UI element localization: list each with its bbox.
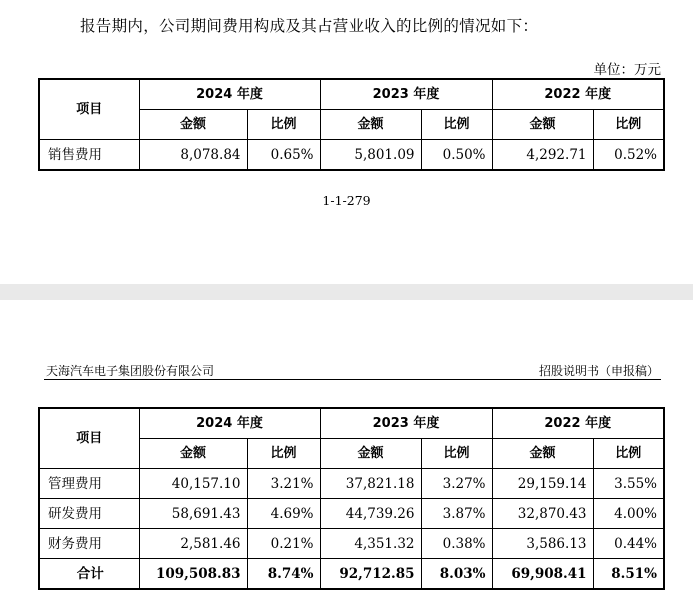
total-ratio-cell: 8.51% <box>593 559 664 590</box>
unit-label: 单位：万元 <box>593 62 661 78</box>
row-label: 研发费用 <box>39 499 139 529</box>
intro-paragraph: 报告期内，公司期间费用构成及其占营业收入的比例的情况如下： <box>80 17 539 35</box>
ratio-cell: 0.65% <box>247 140 320 171</box>
ratio-cell: 0.52% <box>593 140 664 171</box>
expense-table-part1 <box>38 78 665 171</box>
ratio-cell: 0.38% <box>421 529 492 559</box>
total-amount-cell: 92,712.85 <box>320 559 421 590</box>
amount-header: 金额 <box>320 439 421 469</box>
ratio-header: 比例 <box>247 439 320 469</box>
amount-cell: 29,159.14 <box>492 469 593 499</box>
total-ratio-cell: 8.74% <box>247 559 320 590</box>
company-header: 天海汽车电子集团股份有限公司 <box>46 364 215 378</box>
ratio-cell: 4.69% <box>247 499 320 529</box>
ratio-cell: 3.21% <box>247 469 320 499</box>
table-row <box>39 529 664 559</box>
amount-header: 金额 <box>492 439 593 469</box>
amount-cell: 4,292.71 <box>492 140 593 171</box>
amount-cell: 8,078.84 <box>139 140 247 171</box>
amount-cell: 37,821.18 <box>320 469 421 499</box>
year-header: 2022 年度 <box>492 408 664 439</box>
ratio-cell: 0.21% <box>247 529 320 559</box>
amount-cell: 32,870.43 <box>492 499 593 529</box>
table-header-row <box>39 408 664 439</box>
document-type-header: 招股说明书（申报稿） <box>538 364 659 378</box>
amount-cell: 5,801.09 <box>320 140 421 171</box>
total-amount-cell: 109,508.83 <box>139 559 247 590</box>
amount-cell: 44,739.26 <box>320 499 421 529</box>
amount-header: 金额 <box>320 110 421 140</box>
ratio-cell: 0.44% <box>593 529 664 559</box>
page-bottom <box>0 300 693 591</box>
amount-header: 金额 <box>139 439 247 469</box>
year-header: 2024 年度 <box>139 79 320 110</box>
total-row <box>39 559 664 590</box>
ratio-cell: 3.55% <box>593 469 664 499</box>
ratio-header: 比例 <box>593 439 664 469</box>
amount-cell: 4,351.32 <box>320 529 421 559</box>
ratio-header: 比例 <box>593 110 664 140</box>
expense-table-part2 <box>38 407 665 590</box>
year-header: 2023 年度 <box>320 79 492 110</box>
ratio-cell: 4.00% <box>593 499 664 529</box>
row-label: 管理费用 <box>39 469 139 499</box>
table-row <box>39 140 664 171</box>
item-header: 项目 <box>39 408 139 469</box>
row-label: 财务费用 <box>39 529 139 559</box>
year-header: 2022 年度 <box>492 79 664 110</box>
total-amount-cell: 69,908.41 <box>492 559 593 590</box>
total-ratio-cell: 8.03% <box>421 559 492 590</box>
page-separator <box>0 284 693 300</box>
table-row <box>39 469 664 499</box>
page-number: 1-1-279 <box>322 193 371 208</box>
item-header: 项目 <box>39 79 139 140</box>
total-label: 合计 <box>39 559 139 590</box>
amount-header: 金额 <box>492 110 593 140</box>
ratio-cell: 0.50% <box>421 140 492 171</box>
ratio-header: 比例 <box>421 439 492 469</box>
table-header-row <box>39 79 664 110</box>
table-row <box>39 499 664 529</box>
year-header: 2024 年度 <box>139 408 320 439</box>
amount-header: 金额 <box>139 110 247 140</box>
row-label: 销售费用 <box>39 140 139 171</box>
ratio-cell: 3.87% <box>421 499 492 529</box>
ratio-header: 比例 <box>421 110 492 140</box>
header-divider <box>44 379 661 380</box>
amount-cell: 2,581.46 <box>139 529 247 559</box>
amount-cell: 3,586.13 <box>492 529 593 559</box>
ratio-cell: 3.27% <box>421 469 492 499</box>
amount-cell: 40,157.10 <box>139 469 247 499</box>
ratio-header: 比例 <box>247 110 320 140</box>
amount-cell: 58,691.43 <box>139 499 247 529</box>
page-top <box>0 0 693 284</box>
year-header: 2023 年度 <box>320 408 492 439</box>
